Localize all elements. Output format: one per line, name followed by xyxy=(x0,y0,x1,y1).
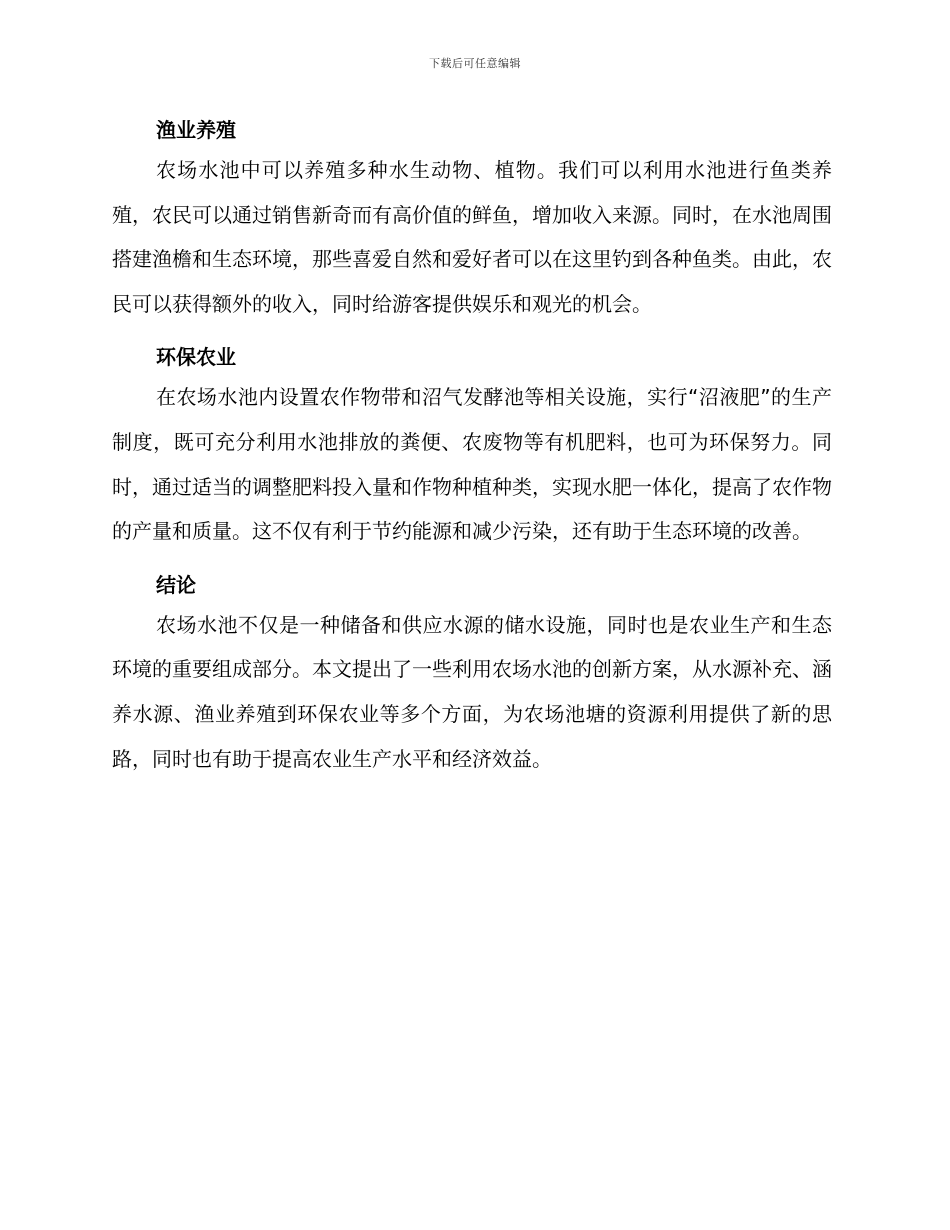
document-body xyxy=(112,112,832,792)
section-heading: 渔业养殖 xyxy=(156,118,236,142)
section-fishery xyxy=(112,112,832,326)
section-eco-agriculture xyxy=(112,339,832,553)
section-heading: 结论 xyxy=(156,572,196,597)
section-conclusion xyxy=(112,567,832,781)
header-note: 下载后可任意编辑 xyxy=(429,57,521,70)
section-paragraph: 农场水池不仅是一种储备和供应水源的储水设施，同时也是农业生产和生态环境的重要组成部分。本文提出了一些利用农场水池的创新方案，从水源补充、涵养水源、渔业养殖到环保农业等多个方面，为农场池塘的资源利用提供了新的思路，同时也有助于提高农业生产水平和经济效益。 xyxy=(112,612,832,771)
section-paragraph: 农场水池中可以养殖多种水生动物、植物。我们可以利用水池进行鱼类养殖，农民可以通过销售新奇而有高价值的鲜鱼，增加收入来源。同时，在水池周围搭建渔檐和生态环境，那些喜爱自然和爱好者可以在这里钓到各种鱼类。由此，农民可以获得额外的收入，同时给游客提供娱乐和观光的机会。 xyxy=(112,158,832,316)
section-heading: 环保农业 xyxy=(156,345,236,370)
section-paragraph: 在农场水池内设置农作物带和沼气发酵池等相关设施，实行“沼液肥”的生产制度，既可充分利用水池排放的粪便、农废物等有机肥料，也可为环保努力。同时，通过适当的调整肥料投入量和作物种植种类，实现水肥一体化，提高了农作物的产量和质量。这不仅有利于节约能源和减少污染，还有助于生态环境的改善。 xyxy=(112,385,832,544)
